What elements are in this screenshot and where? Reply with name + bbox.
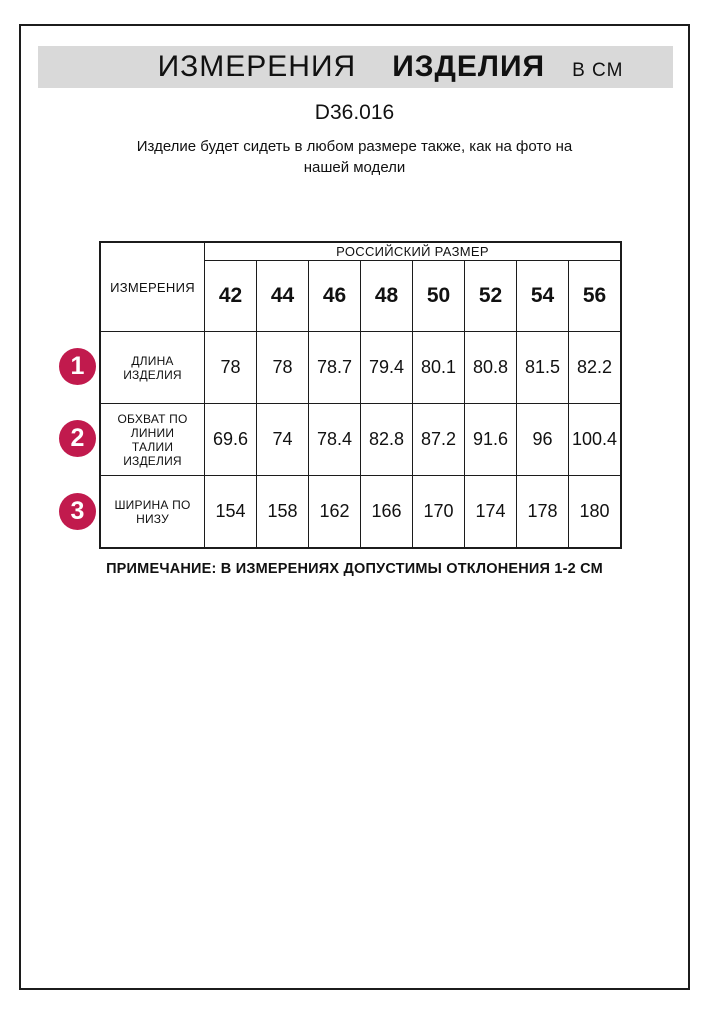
cell: 166 bbox=[361, 476, 413, 549]
cell: 178 bbox=[517, 476, 569, 549]
size-col-header: 52 bbox=[465, 261, 517, 332]
row-marker-2: 2 bbox=[59, 420, 96, 457]
row-marker-1: 1 bbox=[59, 348, 96, 385]
size-col-header: 42 bbox=[205, 261, 257, 332]
cell: 180 bbox=[569, 476, 622, 549]
cell: 79.4 bbox=[361, 332, 413, 404]
cell: 81.5 bbox=[517, 332, 569, 404]
size-col-header: 54 bbox=[517, 261, 569, 332]
row-label: ШИРИНА ПО НИЗУ bbox=[100, 476, 205, 549]
cell: 78.4 bbox=[309, 404, 361, 476]
title-product: ИЗДЕЛИЯ bbox=[392, 50, 546, 83]
cell: 82.8 bbox=[361, 404, 413, 476]
table-corner-header: ИЗМЕРЕНИЯ bbox=[100, 242, 205, 332]
table-row bbox=[100, 404, 621, 476]
cell: 91.6 bbox=[465, 404, 517, 476]
title-band bbox=[38, 46, 673, 88]
cell: 100.4 bbox=[569, 404, 622, 476]
tolerance-note: ПРИМЕЧАНИЕ: В ИЗМЕРЕНИЯХ ДОПУСТИМЫ ОТКЛОНЕНИЯ 1-2 СМ bbox=[106, 561, 603, 577]
table-row bbox=[100, 332, 621, 404]
size-col-header: 50 bbox=[413, 261, 465, 332]
cell: 78 bbox=[205, 332, 257, 404]
cell: 158 bbox=[257, 476, 309, 549]
page-title bbox=[158, 46, 624, 92]
table-group-header: РОССИЙСКИЙ РАЗМЕР bbox=[205, 242, 622, 261]
cell: 154 bbox=[205, 476, 257, 549]
cell: 69.6 bbox=[205, 404, 257, 476]
cell: 82.2 bbox=[569, 332, 622, 404]
table-row bbox=[100, 476, 621, 549]
cell: 96 bbox=[517, 404, 569, 476]
fit-note bbox=[19, 136, 690, 178]
cell: 174 bbox=[465, 476, 517, 549]
cell: 80.1 bbox=[413, 332, 465, 404]
article-code: D36.016 bbox=[314, 101, 395, 124]
fit-note-line2: нашей модели bbox=[303, 159, 406, 176]
size-col-header: 46 bbox=[309, 261, 361, 332]
cell: 78.7 bbox=[309, 332, 361, 404]
cell: 80.8 bbox=[465, 332, 517, 404]
cell: 74 bbox=[257, 404, 309, 476]
fit-note-line1: Изделие будет сидеть в любом размере также, как на фото на bbox=[136, 138, 573, 155]
title-units: В СМ bbox=[572, 60, 624, 81]
title-measurements: ИЗМЕРЕНИЯ bbox=[157, 50, 357, 83]
row-marker-3: 3 bbox=[59, 493, 96, 530]
size-table bbox=[99, 241, 622, 549]
cell: 78 bbox=[257, 332, 309, 404]
row-label: ДЛИНА ИЗДЕЛИЯ bbox=[100, 332, 205, 404]
row-label: ОБХВАТ ПО ЛИНИИ ТАЛИИ ИЗДЕЛИЯ bbox=[100, 404, 205, 476]
size-col-header: 44 bbox=[257, 261, 309, 332]
cell: 170 bbox=[413, 476, 465, 549]
cell: 87.2 bbox=[413, 404, 465, 476]
size-col-header: 48 bbox=[361, 261, 413, 332]
cell: 162 bbox=[309, 476, 361, 549]
size-col-header: 56 bbox=[569, 261, 622, 332]
